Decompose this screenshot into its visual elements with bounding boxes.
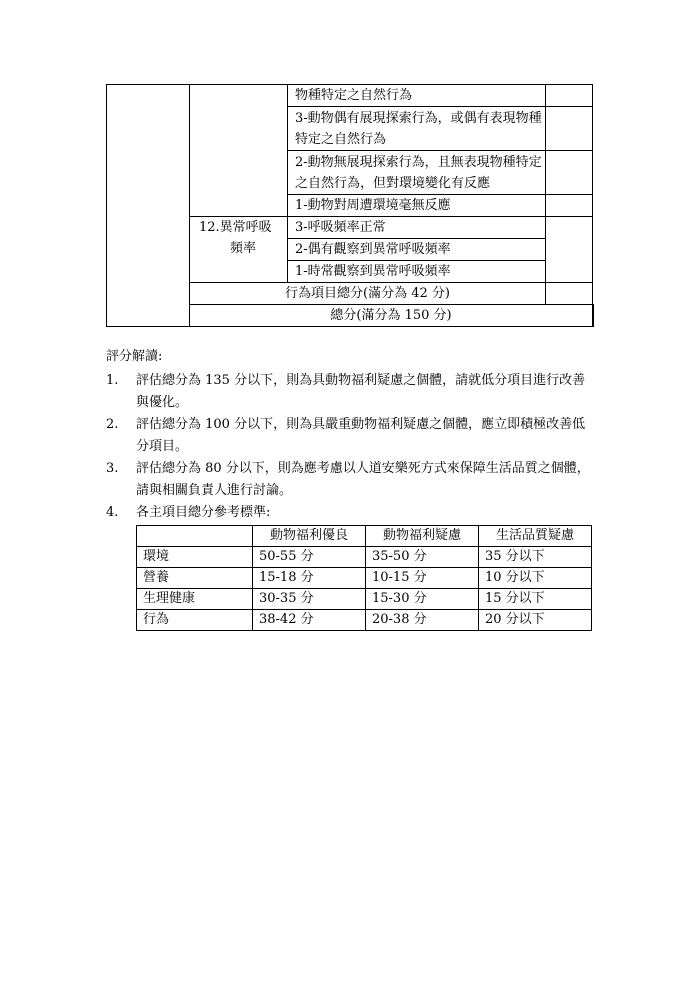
behavior-score-table: [106, 84, 594, 327]
criteria-cell: 2-動物無展現探索行為，且無表現物種特定之自然行為，但對環境變化有反應: [288, 151, 546, 195]
value-cell: 35-50 分: [366, 547, 479, 568]
criteria-cell: 3-呼吸頻率正常: [288, 217, 546, 239]
value-cell: 15-30 分: [366, 589, 479, 610]
note-text: 評估總分為 135 分以下，則為具動物福利疑慮之個體，請就低分項目進行改善與優化。: [136, 373, 586, 410]
value-cell: 30-35 分: [253, 589, 366, 610]
value-cell: 20-38 分: [366, 610, 479, 631]
notes-title: 評分解讀:: [106, 349, 163, 364]
score-cell: [546, 107, 593, 151]
note-item: [106, 458, 606, 502]
note-number: 3.: [106, 461, 119, 476]
value-cell: 10-15 分: [366, 568, 479, 589]
note-text: 各主項目總分參考標準:: [136, 505, 271, 520]
value-cell: 15-18 分: [253, 568, 366, 589]
value-cell: 20 分以下: [479, 610, 592, 631]
note-text: 評估總分為 80 分以下，則為應考慮以人道安樂死方式來保障生活品質之個體，請與相關負責人進行討論。: [136, 461, 590, 498]
item-12-label-cell: [190, 217, 288, 283]
category-cell: 環境: [137, 547, 253, 568]
score-cell: [546, 195, 593, 217]
note-item: [106, 502, 606, 524]
criteria-cell: 2-偶有觀察到異常呼吸頻率: [288, 239, 546, 261]
note-number: 1.: [106, 373, 119, 388]
criteria-cell: 1-動物對周遭環境毫無反應: [288, 195, 546, 217]
criteria-cell: 物種特定之自然行為: [288, 85, 546, 107]
table-row: [137, 589, 592, 610]
reference-score-table: [136, 525, 592, 631]
note-number: 4.: [106, 505, 119, 520]
note-number: 2.: [106, 417, 119, 432]
category-cell: 行為: [137, 610, 253, 631]
category-cell: 營養: [137, 568, 253, 589]
table-header-cell: 動物福利疑慮: [366, 526, 479, 547]
note-item: [106, 370, 606, 414]
score-cell: [546, 151, 593, 195]
table-row: [137, 547, 592, 568]
value-cell: 35 分以下: [479, 547, 592, 568]
main-category-cell: [107, 85, 190, 327]
value-cell: 50-55 分: [253, 547, 366, 568]
value-cell: 15 分以下: [479, 589, 592, 610]
score-interpretation: [106, 347, 606, 631]
note-text: 評估總分為 100 分以下，則為具嚴重動物福利疑慮之個體，應立即積極改善低分項目。: [136, 417, 586, 454]
note-item: [106, 414, 606, 458]
criteria-cell: 3-動物偶有展現探索行為，或偶有表現物種特定之自然行為: [288, 107, 546, 151]
table-row: [137, 610, 592, 631]
value-cell: 38-42 分: [253, 610, 366, 631]
grand-total-label: 總分(滿分為 150 分): [190, 305, 593, 327]
item-12-label: 12.異常呼吸: [199, 220, 272, 235]
table-header-cell: 動物福利優良: [253, 526, 366, 547]
score-cell: [546, 85, 593, 107]
behavior-total-label: 行為項目總分(滿分為 42 分): [190, 283, 546, 305]
item-12-label-sub: 頻率: [229, 241, 256, 256]
table-header-cell: [137, 526, 253, 547]
category-cell: 生理健康: [137, 589, 253, 610]
table-row: [137, 568, 592, 589]
value-cell: 10 分以下: [479, 568, 592, 589]
score-cell: [546, 217, 593, 283]
item-label-cell: [190, 85, 288, 217]
behavior-total-score: [546, 283, 593, 305]
table-header-cell: 生活品質疑慮: [479, 526, 592, 547]
grand-total-score: [593, 305, 594, 327]
criteria-cell: 1-時常觀察到異常呼吸頻率: [288, 261, 546, 283]
